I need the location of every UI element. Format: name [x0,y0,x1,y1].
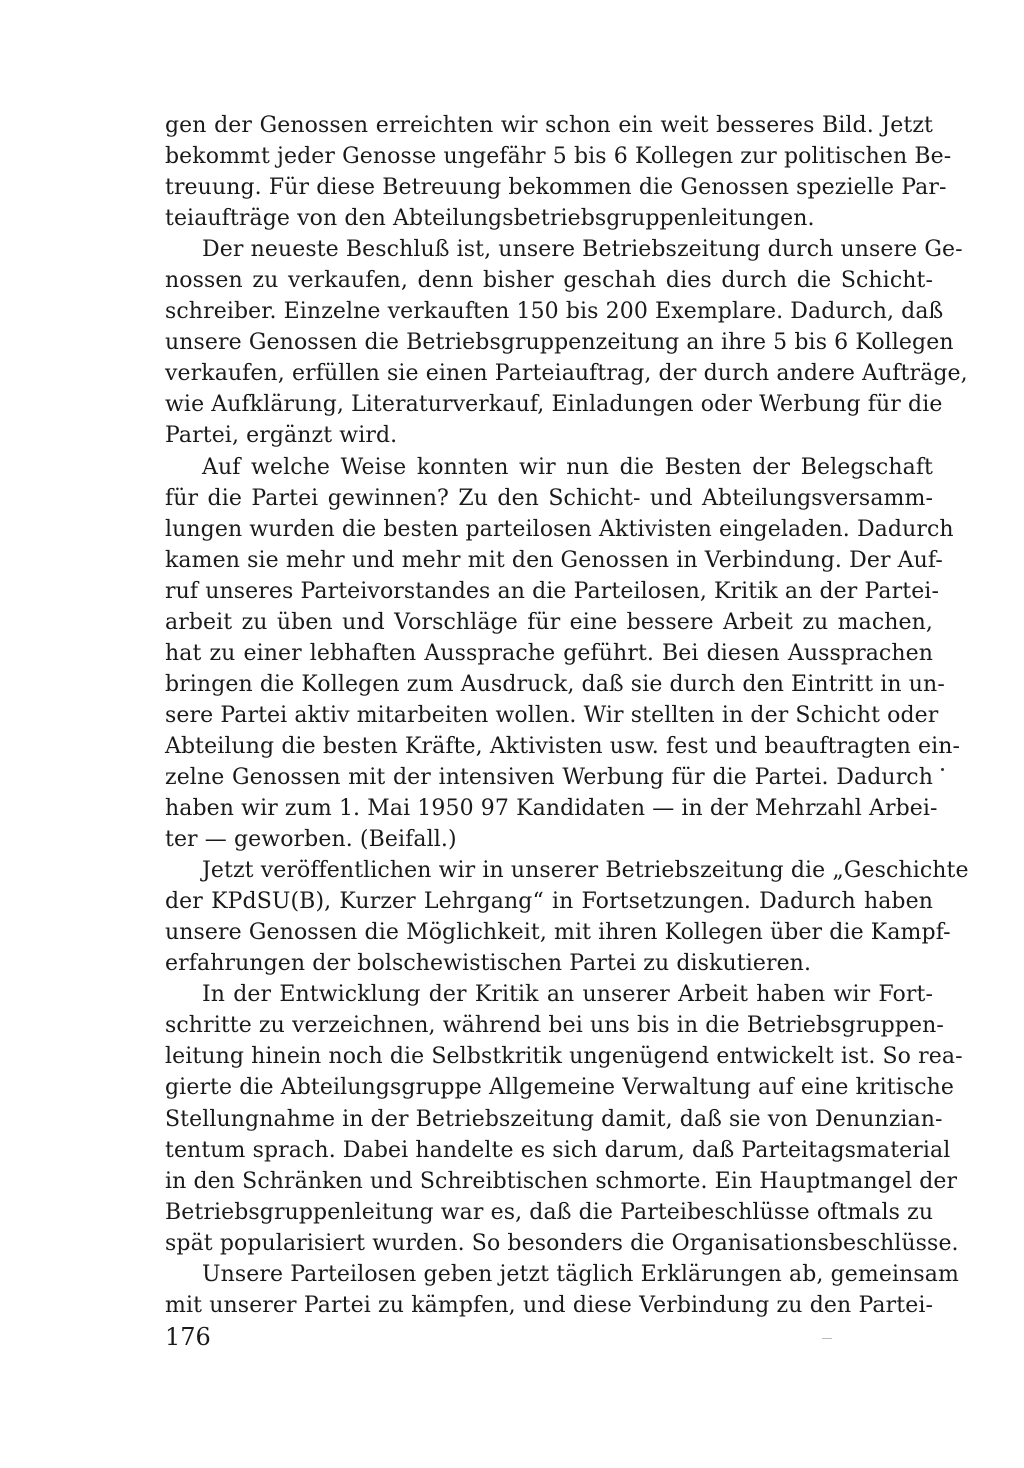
text-line: der KPdSU(B), Kurzer Lehrgang“ in Fortsetzungen. Dadurch haben [165,889,933,915]
paragraph-first-line: Der neueste Beschluß ist, unsere Betriebszeitung durch unsere Ge- [202,237,963,263]
text-line: tentum sprach. Dabei handelte es sich darum, daß Parteitagsmaterial [165,1137,951,1163]
text-line: haben wir zum 1. Mai 1950 97 Kandidaten — in der Mehrzahl Arbei- [165,796,938,822]
text-line: Abteilung die besten Kräfte, Aktivisten usw. fest und beauftragten ein- [165,733,961,759]
text-line: kamen sie mehr und mehr mit den Genossen in Verbindung. Der Auf- [165,547,943,573]
text-line: bekommt jeder Genosse ungefähr 5 bis 6 Kollegen zur politischen Be- [165,144,952,170]
text-line: schreiber. Einzelne verkauften 150 bis 200 Exemplare. Dadurch, daß [165,299,944,325]
text-line: leitung hinein noch die Selbstkritik ungenügend entwickelt ist. So rea- [165,1044,963,1070]
text-line: ter — geworben. (Beifall.) [165,827,457,853]
paragraph-first-line: Auf welche Weise konnten wir nun die Besten der Belegschaft [202,454,933,480]
text-line: mit unserer Partei zu kämpfen, und diese Verbindung zu den Partei- [165,1292,933,1318]
paragraph-first-line: In der Entwicklung der Kritik an unserer Arbeit haben wir Fort- [202,982,933,1008]
text-line: nossen zu verkaufen, denn bisher geschah dies durch die Schicht- [165,268,933,294]
margin-dash-mark [822,1338,832,1339]
paragraph-first-line: Unsere Parteilosen geben jetzt täglich Erklärungen ab, gemeinsam [202,1261,959,1287]
text-line: erfahrungen der bolschewistischen Partei zu diskutieren. [165,951,812,977]
text-line: sere Partei aktiv mitarbeiten wollen. Wir stellten in der Schicht oder [165,702,939,728]
text-line: schritte zu verzeichnen, während bei uns bis in die Betriebsgruppen- [165,1013,944,1039]
paragraph-first-line: Jetzt veröffentlichen wir in unserer Betriebszeitung die „Geschichte [202,858,969,884]
text-line: treuung. Für diese Betreuung bekommen die Genossen spezielle Par- [165,175,947,201]
text-line: hat zu einer lebhaften Aussprache geführt. Bei diesen Aussprachen [165,640,933,666]
text-line: spät popularisiert wurden. So besonders die Organisationsbeschlüsse. [165,1230,959,1256]
text-line: verkaufen, erfüllen sie einen Parteiauftrag, der durch andere Aufträge, [165,361,968,387]
text-line: für die Partei gewinnen? Zu den Schicht- und Abteilungsversamm- [165,485,933,511]
text-line: Partei, ergänzt wird. [165,423,398,449]
text-line: wie Aufklärung, Literaturverkauf, Einladungen oder Werbung für die [165,392,943,418]
body-text [165,110,969,1321]
text-line: gierte die Abteilungsgruppe Allgemeine Verwaltung auf eine kritische [165,1075,955,1101]
text-line: in den Schränken und Schreibtischen schmorte. Ein Hauptmangel der [165,1168,958,1194]
margin-dot-mark [941,768,944,771]
text-line: bringen die Kollegen zum Ausdruck, daß sie durch den Eintritt in un- [165,671,945,697]
text-line: Betriebsgruppenleitung war es, daß die Parteibeschlüsse oftmals zu [165,1199,934,1225]
text-line: zelne Genossen mit der intensiven Werbung für die Partei. Dadurch [165,764,933,790]
text-line: unsere Genossen die Betriebsgruppenzeitung an ihre 5 bis 6 Kollegen [165,330,954,356]
text-line: lungen wurden die besten parteilosen Aktivisten eingeladen. Dadurch [165,516,954,542]
text-line: teiaufträge von den Abteilungsbetriebsgruppenleitungen. [165,206,815,232]
text-line: unsere Genossen die Möglichkeit, mit ihren Kollegen über die Kampf- [165,920,951,946]
text-line: arbeit zu üben und Vorschläge für eine bessere Arbeit zu machen, [165,609,933,635]
text-line: ruf unseres Parteivorstandes an die Parteilosen, Kritik an der Partei- [165,578,939,604]
text-line: Stellungnahme in der Betriebszeitung damit, daß sie von Denunzian- [165,1106,943,1132]
page-number: 176 [165,1323,211,1351]
text-line: gen der Genossen erreichten wir schon ein weit besseres Bild. Jetzt [165,113,933,138]
